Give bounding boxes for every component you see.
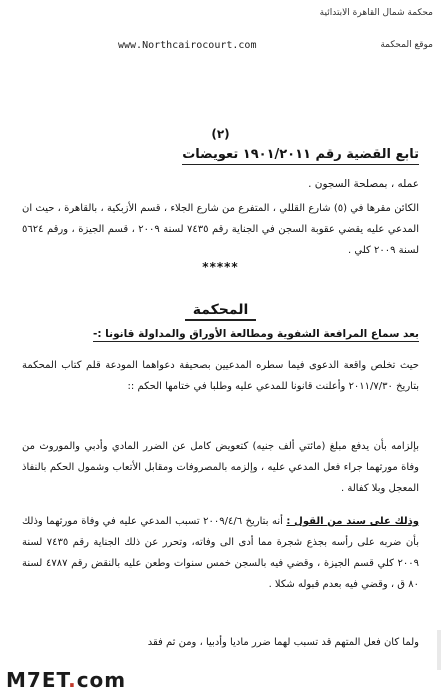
facts-paragraph: حيث تخلص واقعة الدعوى فيما سطره المدعيين بصحيفة دعواهما المودعة قلم كتاب المحكمة بتاريخ ٢٠١١/٧/٣٠ وأعلنت قانونا للمدعي عليه وطلبا في ختامها الحكم :: xyxy=(22,360,419,392)
court-name: محكمة شمال القاهرة الابتدائية xyxy=(319,8,433,18)
watermark-text-b: com xyxy=(76,668,127,692)
watermark-text-a: M7ET xyxy=(6,668,69,692)
judgment-heading xyxy=(0,302,441,318)
claims-paragraph: بإلزامه بأن يدفع مبلغ (مائتي ألف جنيه) كتعويض كامل عن الضرر المادي وأدبي والموروث من وفاة مورثهما جراء فعل المدعي عليه ، وإلزمه بالمصروفات ومقابل الأتعاب وشمول الحكم بالنفاذ المعجل وبلا كفالة . xyxy=(22,441,419,494)
watermark-dot: . xyxy=(68,668,77,692)
page-number: (٢) xyxy=(211,127,230,141)
reason-body: أنه بتاريخ ٢٠٠٩/٤/٦ تسبب المدعي عليه في وفاة مورثهما وذلك بأن ضربه على رأسه بجذع شجرة مما أدى الى وفاته، وتحرر عن ذلك الجناية رقم ٧٤٣٥ لسنة ٢٠٠٩ كلي قسم الجيزة ، وقضي فيه بالسجن خمس سنوات وطعن عليه بالنقض رقم ٤٧٨٧ لسنة ٨٠ ق ، وقضي فيه بعدم قبوله شكلا . xyxy=(22,516,420,590)
hearing-line: بعد سماع المرافعة الشفوية ومطالعة الأوراق والمداولة قانونا :- xyxy=(92,328,419,340)
site-watermark xyxy=(6,668,126,692)
court-site-label: موقع المحكمة xyxy=(380,40,433,50)
separator-stars: ***** xyxy=(202,260,239,274)
case-title: تابع القضية رقم ١٩٠١/٢٠١١ تعويضات xyxy=(182,147,419,165)
closing-paragraph: ولما كان فعل المتهم قد تسبب لهما ضرر ماديا وأدبيا ، ومن ثم فقد xyxy=(147,637,419,648)
page-edge-mark xyxy=(437,630,441,670)
court-url: www.Northcairocourt.com xyxy=(118,40,257,51)
judgment-heading-text: المحكمة xyxy=(185,302,257,321)
address-paragraph: الكائن مقرها في (٥) شارع القللي ، المتفرع من شارع الجلاء ، قسم الأزبكية ، بالقاهرة ، حيث ان المدعي عليه يقضي عقوبة السجن في الجناية رقم ٧٤٣٥ لسنة ٢٠٠٩ ، قسم الجيزة ، ورقم ٥٦٢٤ لسنة ٢٠٠٩ كلي . xyxy=(22,203,419,256)
reason-lead: وذلك على سند من القول : xyxy=(286,516,419,527)
respondent-line: عمله ، بمصلحة السجون . xyxy=(308,178,419,190)
reason-paragraph xyxy=(22,511,419,595)
